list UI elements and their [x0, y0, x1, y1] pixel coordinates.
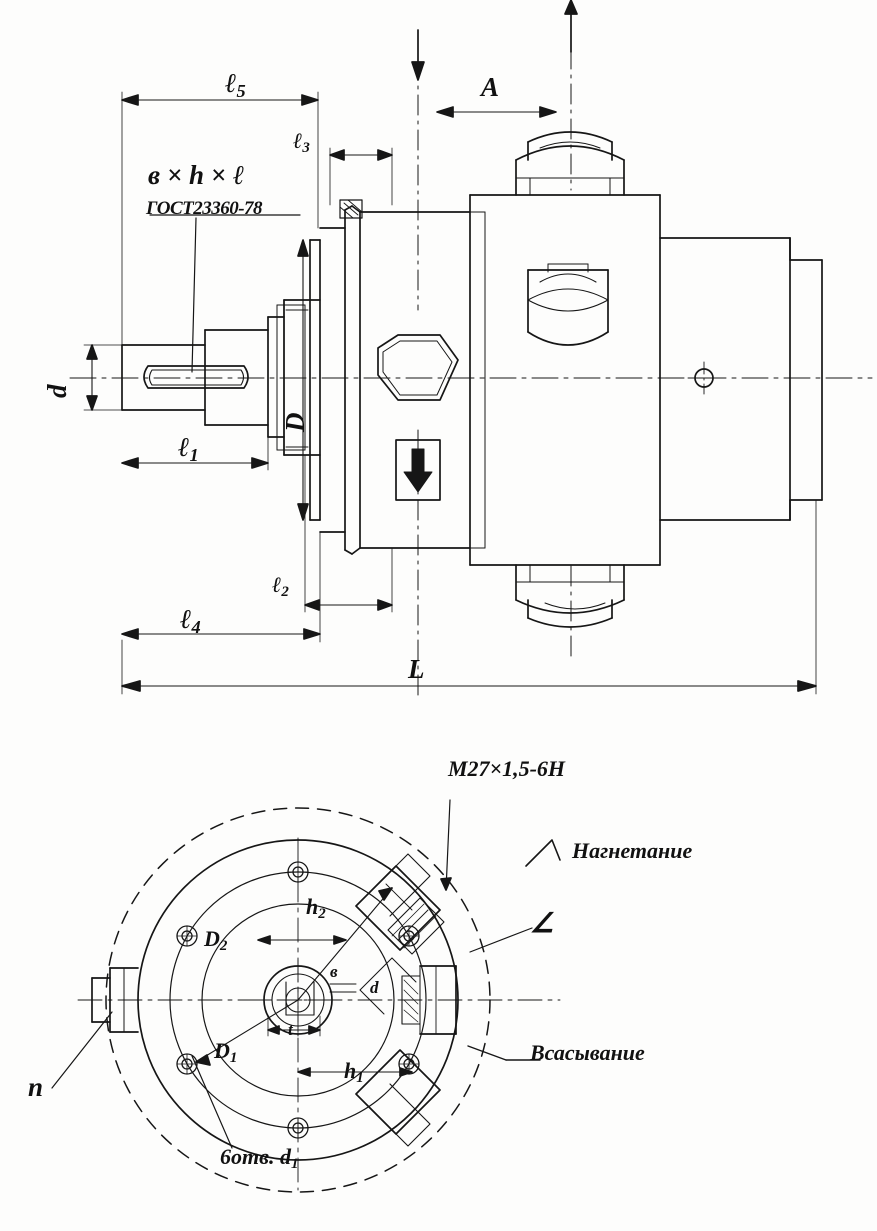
angle-label-alpha: ∠ — [530, 908, 555, 938]
dimension-label-D-flange: D — [280, 412, 310, 432]
dimension-label-h2: $h_2$ — [306, 894, 326, 923]
dimension-label-h1: $h_1$ — [344, 1058, 364, 1087]
label-n: n — [28, 1072, 44, 1102]
dimension-label-l4: ℓ$_4$ — [180, 604, 201, 638]
dimension-label-D1: $D_1$ — [214, 1038, 238, 1067]
dimension-label-L-total: L — [408, 654, 425, 684]
key-spec-label: в × h × ℓ — [148, 160, 245, 190]
holes-spec-label: 6отв. $d_1$ — [220, 1144, 299, 1173]
section-label-a: A — [481, 72, 500, 102]
dimension-label-l2: ℓ$_2$ — [272, 572, 289, 601]
dimension-label-b: в — [330, 962, 338, 981]
dimension-label-d-shaft: d — [42, 384, 72, 398]
dimension-label-D2: $D_2$ — [204, 926, 228, 955]
gost-standard-label: ГОСТ23360-78 — [146, 198, 263, 219]
dimension-label-l5: ℓ$_5$ — [225, 68, 246, 102]
dimension-label-l1: ℓ$_1$ — [178, 432, 199, 466]
dimension-label-l3: ℓ$_3$ — [293, 128, 310, 157]
suction-label: Всасывание — [530, 1040, 645, 1065]
thread-spec-label: M27×1,5-6H — [448, 756, 566, 781]
dimension-label-d-small: d — [370, 978, 379, 997]
discharge-label: Нагнетание — [572, 838, 693, 863]
dimension-label-t: t — [288, 1020, 293, 1039]
